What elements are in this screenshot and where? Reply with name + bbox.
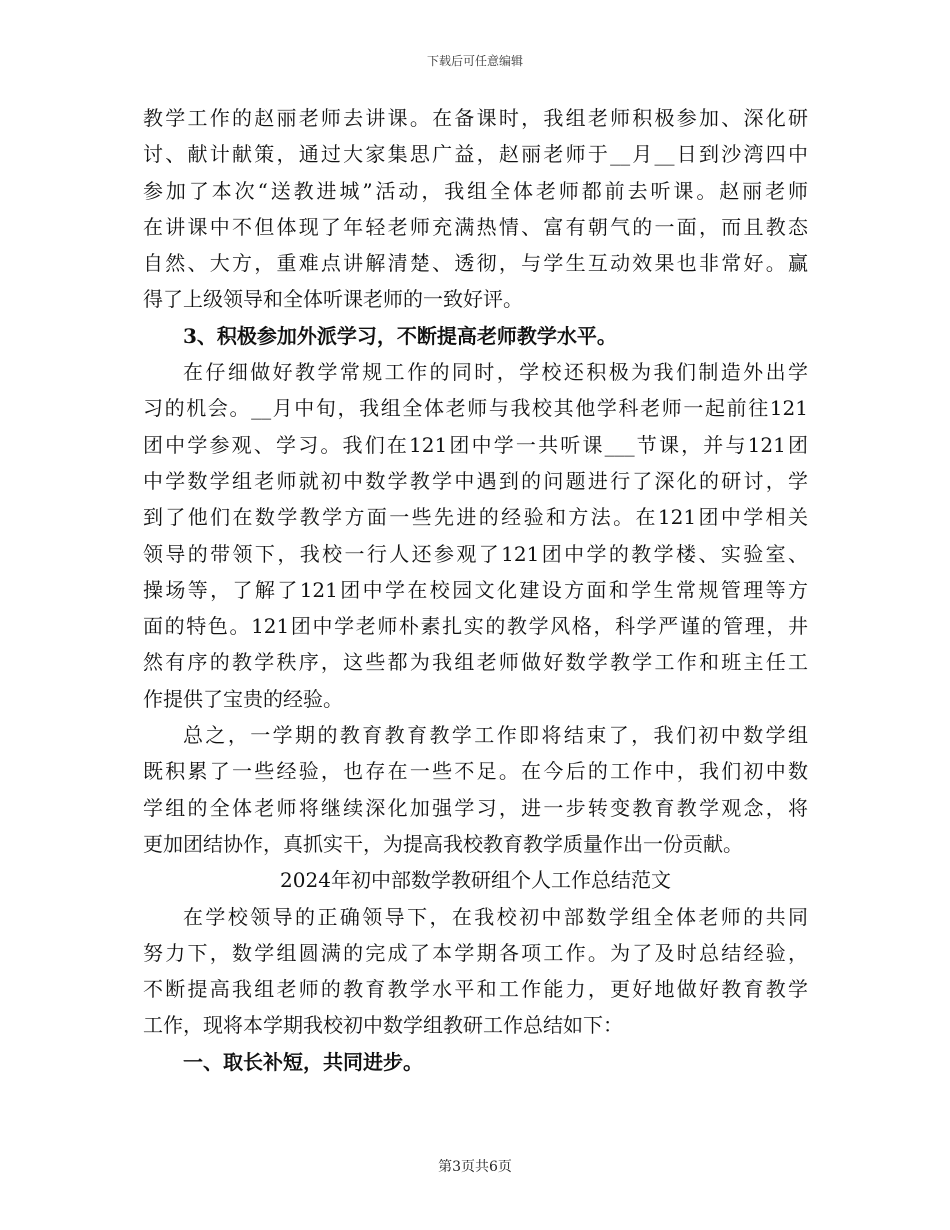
text-line: 中学数学组老师就初中数学教学中遇到的问题进行了深化的研讨，学 [143,468,808,493]
text-line: 参加了本次“送教进城”活动，我组全体老师都前去听课。赵丽老师 [143,178,808,203]
text-line: 作提供了宝贵的经验。 [143,686,343,711]
text-line: 自然、大方，重难点讲解清楚、透彻，与学生互动效果也非常好。赢 [143,251,808,276]
text-line: 习的机会。__月中旬，我组全体老师与我校其他学科老师一起前往121 [143,396,808,421]
text-line: 更加团结协作，真抓实干，为提高我校教育教学质量作出一份贡献。 [143,831,743,856]
text-line: 学组的全体老师将继续深化加强学习，进一步转变教育教学观念，将 [143,795,808,820]
text-line: 教学工作的赵丽老师去讲课。在备课时，我组老师积极参加、深化研 [143,106,808,130]
page-footer: 第3页共6页 [438,1159,512,1175]
paragraph-zhaoli-lesson [143,100,808,318]
text-line: 在讲课中不但体现了年轻老师充满热情、富有朝气的一面，而且教态 [143,214,808,239]
text-line: 总之，一学期的教育教育教学工作即将结束了，我们初中数学组 [183,723,808,748]
page-header: 下载后可任意编辑 [426,54,523,68]
paragraph-intro [143,899,808,1044]
text-line: 努力下，数学组圆满的完成了本学期各项工作。为了及时总结经验， [143,940,808,965]
text-line: 操场等，了解了121团中学在校园文化建设方面和学生常规管理等方 [143,577,808,602]
text-line: 得了上级领导和全体听课老师的一致好评。 [143,287,523,312]
text-line: 领导的带领下，我校一行人还参观了121团中学的教学楼、实验室、 [143,541,808,566]
section-heading-1: 一、取长补短，共同进步。 [183,1049,423,1074]
text-line: 讨、献计献策，通过大家集思广益，赵丽老师于__月__日到沙湾四中 [143,142,808,167]
text-line: 不断提高我组老师的教育教学水平和工作能力，更好地做好教育教学 [143,977,808,1002]
text-line: 到了他们在数学教学方面一些先进的经验和方法。在121团中学相关 [143,505,808,530]
paragraph-conclusion [143,717,808,862]
document-body [143,100,808,1080]
text-line: 然有序的教学秩序，这些都为我组老师做好数学教学工作和班主任工 [143,650,808,675]
text-line: 在仔细做好教学常规工作的同时，学校还积极为我们制造外出学 [183,360,808,385]
text-line: 在学校领导的正确领导下，在我校初中部数学组全体老师的共同 [183,904,808,929]
text-line: 面的特色。121团中学老师朴素扎实的教学风格，科学严谨的管理，井 [143,614,808,639]
text-line: 工作，现将本学期我校初中数学组教研工作总结如下： [143,1013,623,1038]
section-heading-3: 3、积极参加外派学习，不断提高老师教学水平。 [183,323,617,348]
text-line: 既积累了一些经验，也存在一些不足。在今后的工作中，我们初中数 [143,759,808,784]
text-line: 团中学参观、学习。我们在121团中学一共听课___节课，并与121团 [143,432,808,457]
document-title: 2024年初中部数学教研组个人工作总结范文 [280,868,671,893]
paragraph-external-study [143,354,808,717]
